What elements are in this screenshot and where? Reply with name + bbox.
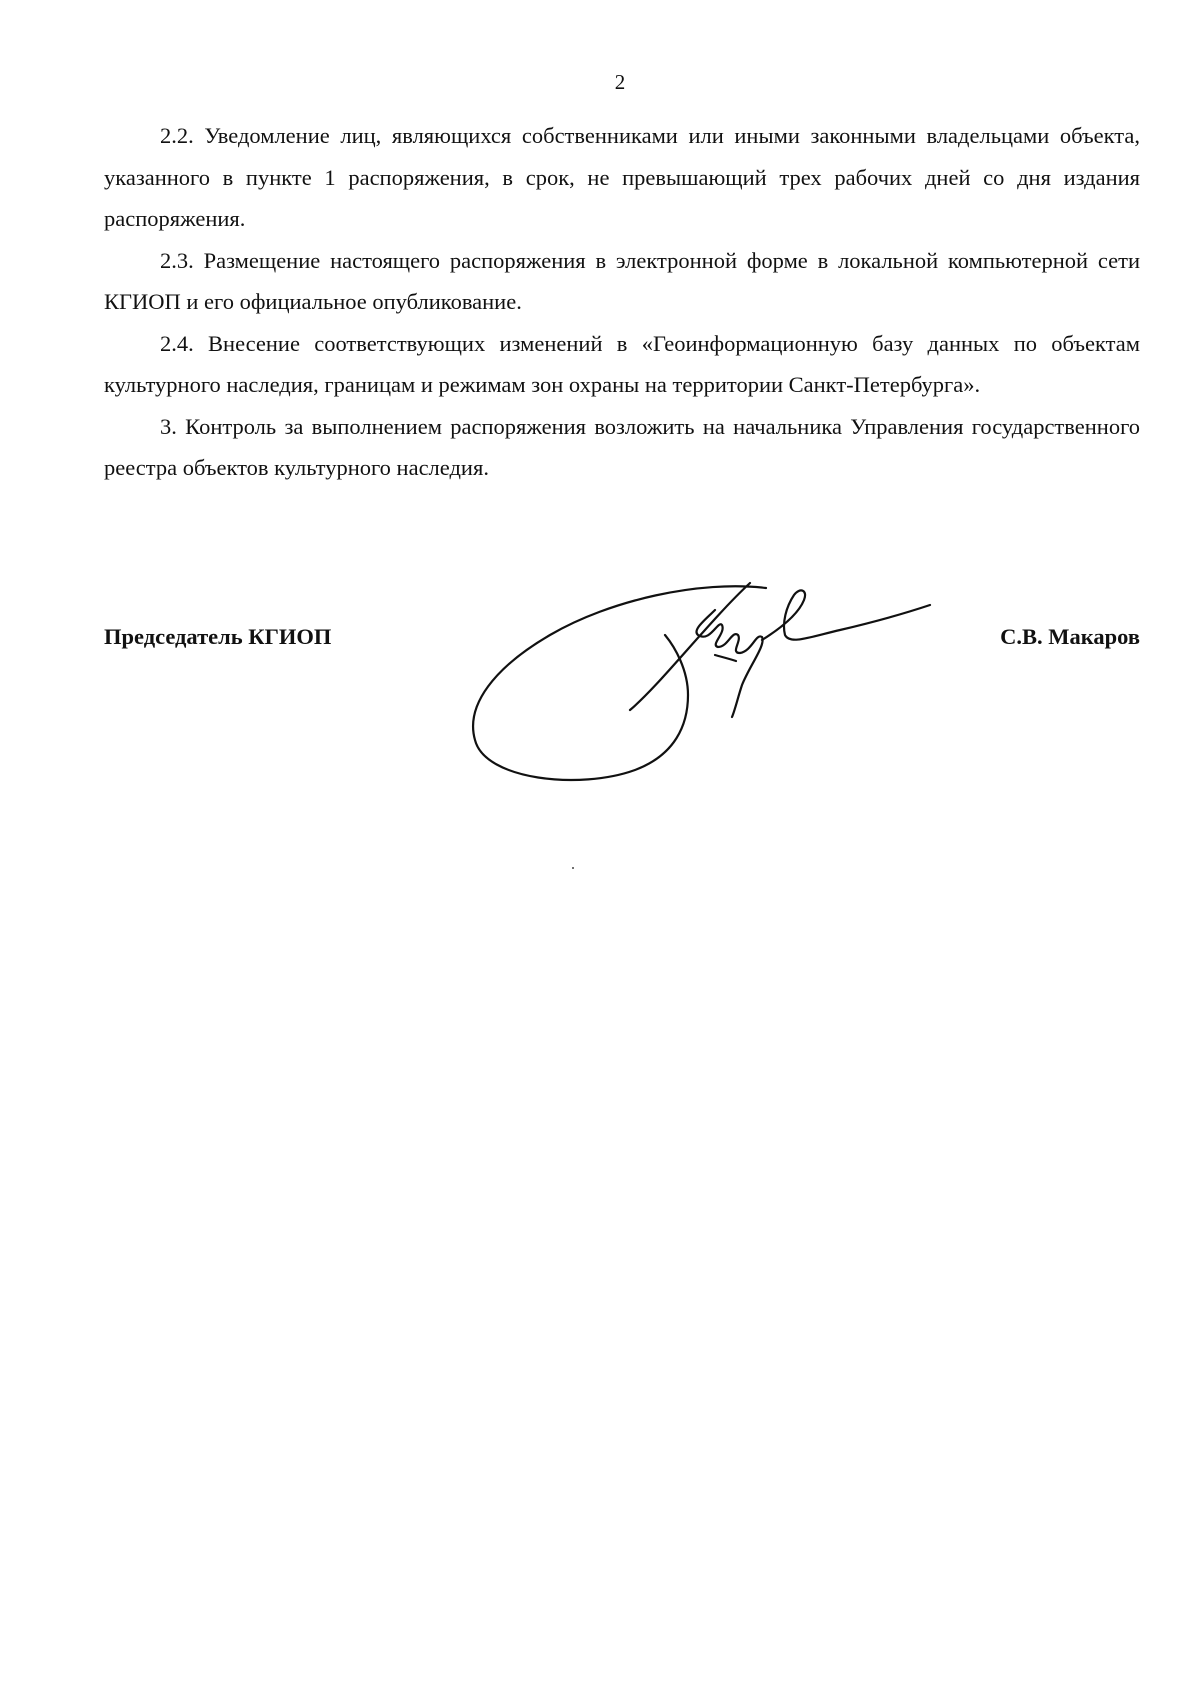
signatory-name: С.В. Макаров [1000, 624, 1140, 649]
paragraph-2-4: 2.4. Внесение соответствующих изменений в «Геоинформационную базу данных по объектам культурного наследия, границам и режимам зон охраны на территории Санкт-Петербурга». [104, 330, 1140, 397]
document-body [104, 115, 1140, 489]
paragraph-2-3: 2.3. Размещение настоящего распоряжения в электронной форме в локальной компьютерной сети КГИОП и его официальное опубликование. [104, 247, 1140, 314]
paragraph-2-2: 2.2. Уведомление лиц, являющихся собственниками или иными законными владельцами объекта, указанного в пункте 1 распоряжения, в срок, не превышающий трех рабочих дней со дня издания распоряжения. [104, 123, 1140, 231]
scan-speck [572, 867, 574, 869]
page-number: 2 [614, 70, 626, 94]
signatory-title: Председатель КГИОП [104, 624, 332, 649]
handwritten-signature-icon [460, 575, 960, 795]
paragraph-3: 3. Контроль за выполнением распоряжения возложить на начальника Управления государственного реестра объектов культурного наследия. [104, 413, 1140, 480]
